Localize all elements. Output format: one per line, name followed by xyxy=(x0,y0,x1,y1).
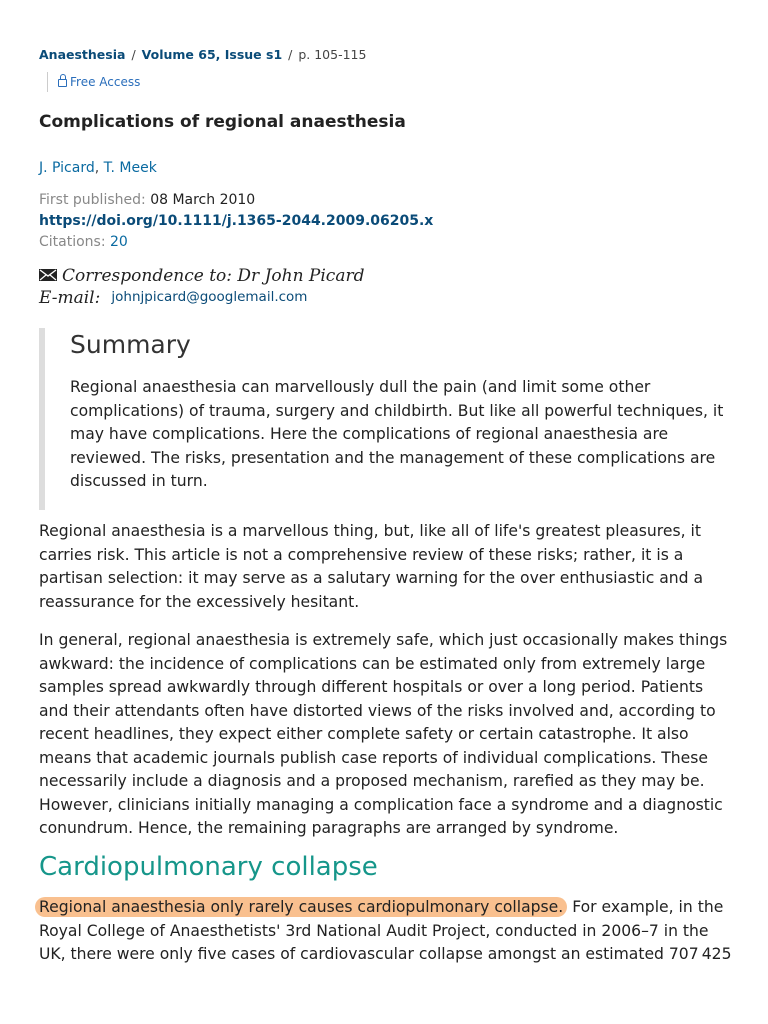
email-link[interactable]: johnjpicard@googlemail.com xyxy=(111,289,308,305)
body-paragraph-1: Regional anaesthesia is a marvellous thing, but, like all of life's greatest pleasures, it carries risk. This article is not a comprehensive review of these risks; rather, it is a partisan selection: it may serve as a salutary warning for the over enthusiastic and a reassurance for the excessively hesitant. xyxy=(39,522,704,611)
free-access-label: Free Access xyxy=(70,75,141,89)
summary-text: Regional anaesthesia can marvellously dull the pain (and limit some other complications) of trauma, surgery and childbirth. But like all powerful techniques, it may have complications. Here the complications of regional anaesthesia are reviewed. The risks, presentation and the management of these complications are discussed in turn. xyxy=(70,378,724,490)
citations-label: Citations: xyxy=(39,234,106,250)
author-separator: , xyxy=(94,160,104,176)
envelope-icon xyxy=(39,269,57,281)
citations-count-link[interactable]: 20 xyxy=(110,234,128,250)
summary-heading: Summary xyxy=(70,330,191,359)
section-heading-cardiopulmonary: Cardiopulmonary collapse xyxy=(39,852,378,882)
first-published-label: First published: xyxy=(39,192,146,208)
highlighted-sentence: Regional anaesthesia only rarely causes cardiopulmonary collapse. xyxy=(35,897,567,917)
breadcrumb xyxy=(39,47,366,62)
summary-box xyxy=(39,328,739,510)
doi-link[interactable]: https://doi.org/10.1111/j.1365-2044.2009.06205.x xyxy=(39,213,434,229)
journal-link[interactable]: Anaesthesia xyxy=(39,47,126,62)
breadcrumb-separator: / xyxy=(288,47,293,62)
first-published xyxy=(39,192,255,208)
citations-row xyxy=(39,234,128,250)
correspondence xyxy=(39,266,364,286)
lock-icon xyxy=(58,79,67,87)
body-paragraph-2: In general, regional anaesthesia is extremely safe, which just occasionally makes things awkward: the incidence of complications can be estimated only from extremely large samples spread awkwardly through different hospitals or over a long period. Patients and their attendants often have distorted views of the risks involved and, according to recent headlines, they expect either complete safety or certain catastrophe. It also means that academic journals publish case reports of individual complications. These necessarily include a diagnosis and a proposed mechanism, rarefied as they may be. However, clinicians initially managing a complication face a syndrome and a diagnostic conundrum. Hence, the remaining paragraphs are arranged by syndrome. xyxy=(39,631,728,837)
breadcrumb-separator: / xyxy=(131,47,136,62)
page-range: p. 105-115 xyxy=(298,47,367,62)
author-link[interactable]: J. Picard xyxy=(39,160,95,176)
author-list xyxy=(39,160,157,176)
email-row xyxy=(39,288,307,308)
free-access-badge xyxy=(47,72,140,92)
article-title: Complications of regional anaesthesia xyxy=(39,112,406,132)
doi-row xyxy=(39,213,433,229)
author-link[interactable]: T. Meek xyxy=(103,160,157,176)
correspondence-text: Correspondence to: Dr John Picard xyxy=(62,266,365,286)
email-label: E-mail: xyxy=(39,288,101,308)
paragraph-3-rest: For example, in the Royal College of Anaesthetists' 3rd National Audit Project, conducted in 2006–7 in the UK, there were only five cases of cardiovascular collapse amongst an estimated 707 425 xyxy=(39,898,732,963)
body-paragraph-3 xyxy=(39,896,734,967)
first-published-date: 08 March 2010 xyxy=(150,192,256,208)
volume-issue-link[interactable]: Volume 65, Issue s1 xyxy=(141,47,283,62)
